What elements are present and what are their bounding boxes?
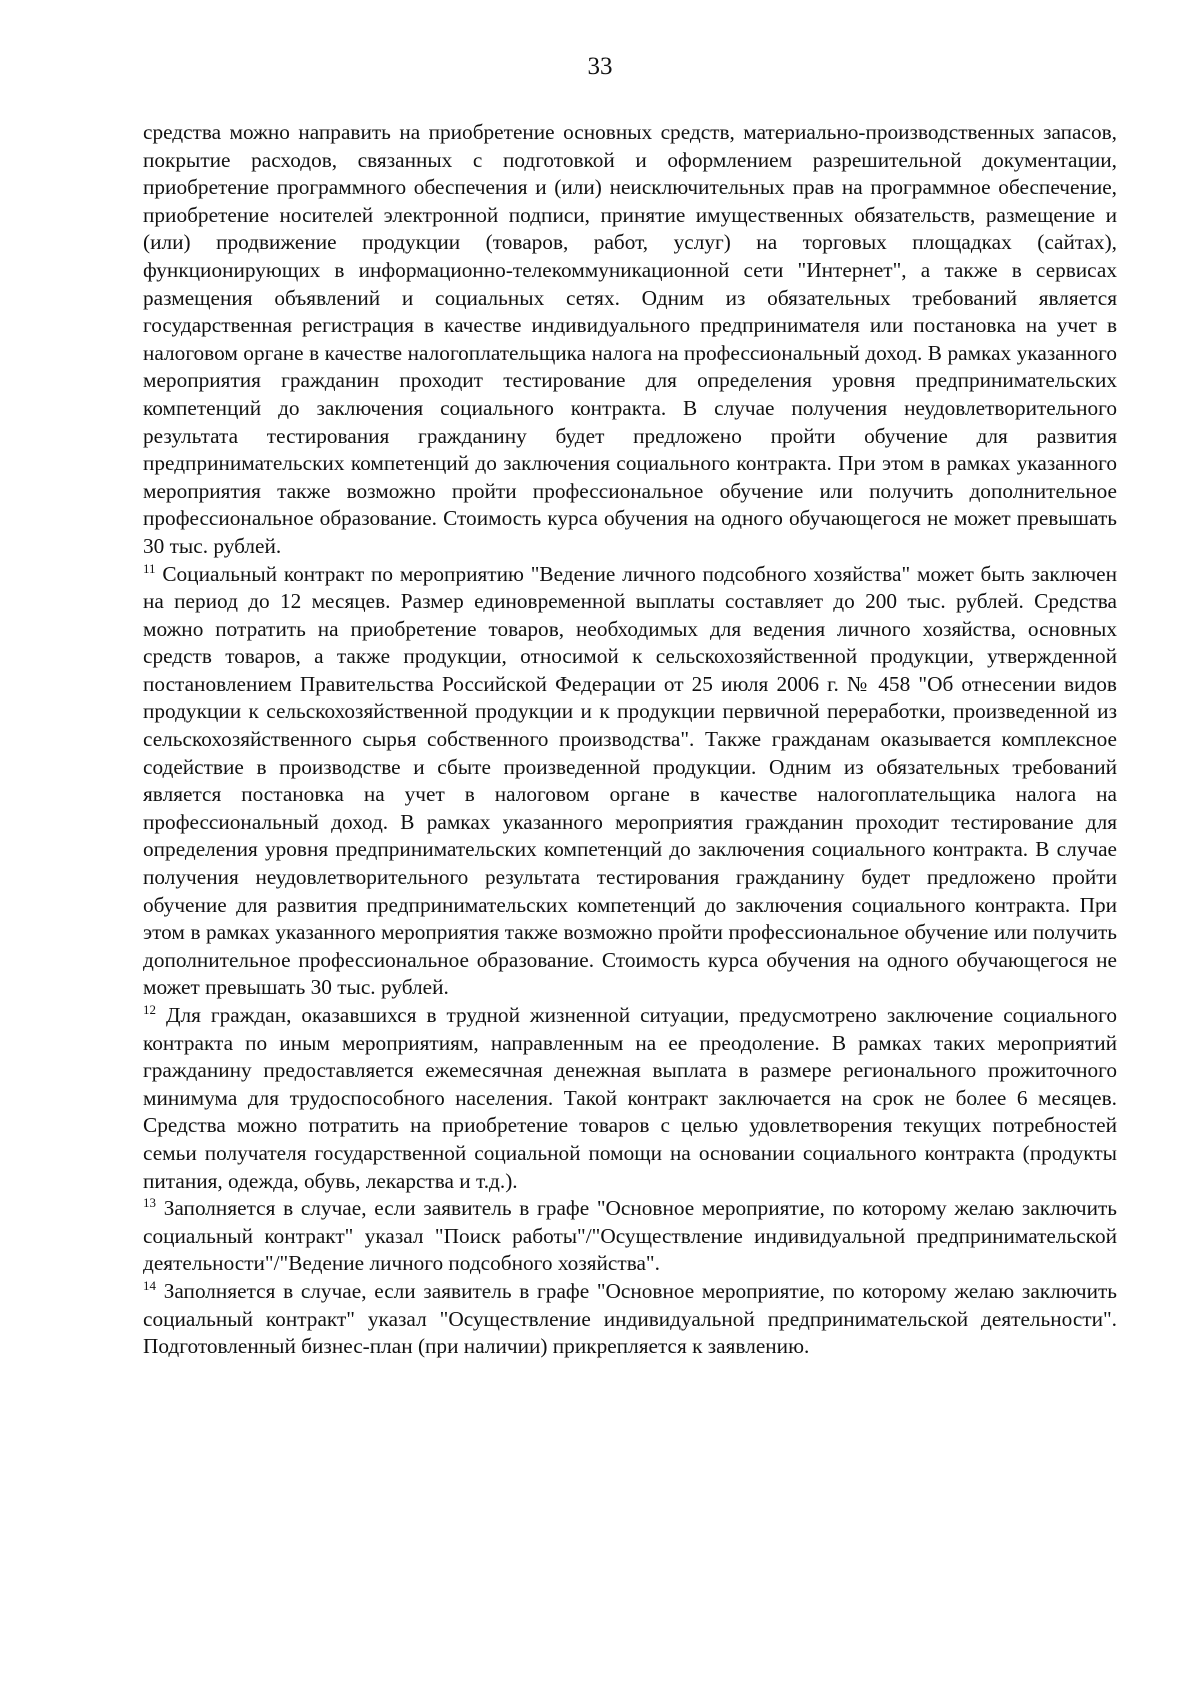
footnote-marker: 12 bbox=[143, 1002, 156, 1017]
footnote-text: Заполняется в случае, если заявитель в графе "Основное мероприятие, по которому желаю заключить социальный контракт" указал "Поиск работы"/"Осуществление индивидуальной предпринимательской деятельности"/"Ведение личного подсобного хозяйства". bbox=[143, 1196, 1117, 1276]
paragraph-text: средства можно направить на приобретение основных средств, материально-производственных запасов, покрытие расходов, связанных с подготовкой и оформлением разрешительной документации, приобретение программного обеспечения и (или) неисключительных прав на программное обеспечение, приобретение носителей электронной подписи, принятие имущественных обязательств, размещение и (или) продвижение продукции (товаров, работ, услуг) на торговых площадках (сайтах), функционирующих в информационно-телекоммуникационной сети "Интернет", а также в сервисах размещения объявлений и социальных сетях. Одним из обязательных требований является государственная регистрация в качестве индивидуального предпринимателя или постановка на учет в налоговом органе в качестве налогоплательщика налога на профессиональный доход. В рамках указанного мероприятия гражданин проходит тестирование для определения уровня предпринимательских компетенций до заключения социального контракта. В случае получения неудовлетворительного результата тестирования гражданину будет предложено пройти обучение для развития предпринимательских компетенций до заключения социального контракта. При этом в рамках указанного мероприятия также возможно пройти профессиональное обучение или получить дополнительное профессиональное образование. Стоимость курса обучения на одного обучающегося не может превышать 30 тыс. рублей. bbox=[143, 120, 1117, 558]
footnote-11 bbox=[143, 561, 1117, 1003]
footnote-marker: 11 bbox=[143, 560, 156, 576]
footnote-14 bbox=[143, 1278, 1117, 1361]
footnote-marker: 13 bbox=[143, 1195, 156, 1211]
page-number: 33 bbox=[587, 53, 613, 80]
footnote-marker: 14 bbox=[143, 1277, 156, 1293]
footnote-text: Заполняется в случае, если заявитель в графе "Основное мероприятие, по которому желаю заключить социальный контракт" указал "Осуществление индивидуальной предпринимательской деятельности". Подготовленный бизнес-план (при наличии) прикрепляется к заявлению. bbox=[143, 1278, 1117, 1359]
paragraph-continuation bbox=[143, 119, 1117, 561]
document-body bbox=[143, 119, 1117, 1361]
footnote-text: Социальный контракт по мероприятию "Ведение личного подсобного хозяйства" может быть заключен на период до 12 месяцев. Размер единовременной выплаты составляет до 200 тыс. рублей. Средства можно потратить на приобретение товаров, необходимых для ведения личного хозяйства, основных средств товаров, а также продукции, относимой к сельскохозяйственной продукции, утвержденной постановлением Правительства Российской Федерации от 25 июля 2006 г. № 458 "Об отнесении видов продукции к сельскохозяйственной продукции и к продукции первичной переработки, произведенной из сельскохозяйственного сырья собственного производства". Также гражданам оказывается комплексное содействие в производстве и сбыте произведенной продукции. Одним из обязательных требований является постановка на учет в налоговом органе в качестве налогоплательщика налога на профессиональный доход. В рамках указанного мероприятия гражданин проходит тестирование для определения уровня предпринимательских компетенций до заключения социального контракта. В случае получения неудовлетворительного результата тестирования гражданину будет предложено пройти обучение для развития предпринимательских компетенций до заключения социального контракта. При этом в рамках указанного мероприятия также возможно пройти профессиональное обучение или получить дополнительное профессиональное образование. Стоимость курса обучения на одного обучающегося не может превышать 30 тыс. рублей. bbox=[143, 561, 1118, 1000]
footnote-text: Для граждан, оказавшихся в трудной жизненной ситуации, предусмотрено заключение социального контракта по иным мероприятиям, направленным на ее преодоление. В рамках таких мероприятий гражданину предоставляется ежемесячная денежная выплата в размере регионального прожиточного минимума для трудоспособного населения. Такой контракт заключается на срок не более 6 месяцев. Средства можно потратить на приобретение товаров с целью удовлетворения текущих потребностей семьи получателя государственной социальной помощи на основании социального контракта (продукты питания, одежда, обувь, лекарства и т.д.). bbox=[143, 1003, 1117, 1193]
footnote-13 bbox=[143, 1195, 1117, 1278]
footnote-12 bbox=[143, 1002, 1117, 1195]
